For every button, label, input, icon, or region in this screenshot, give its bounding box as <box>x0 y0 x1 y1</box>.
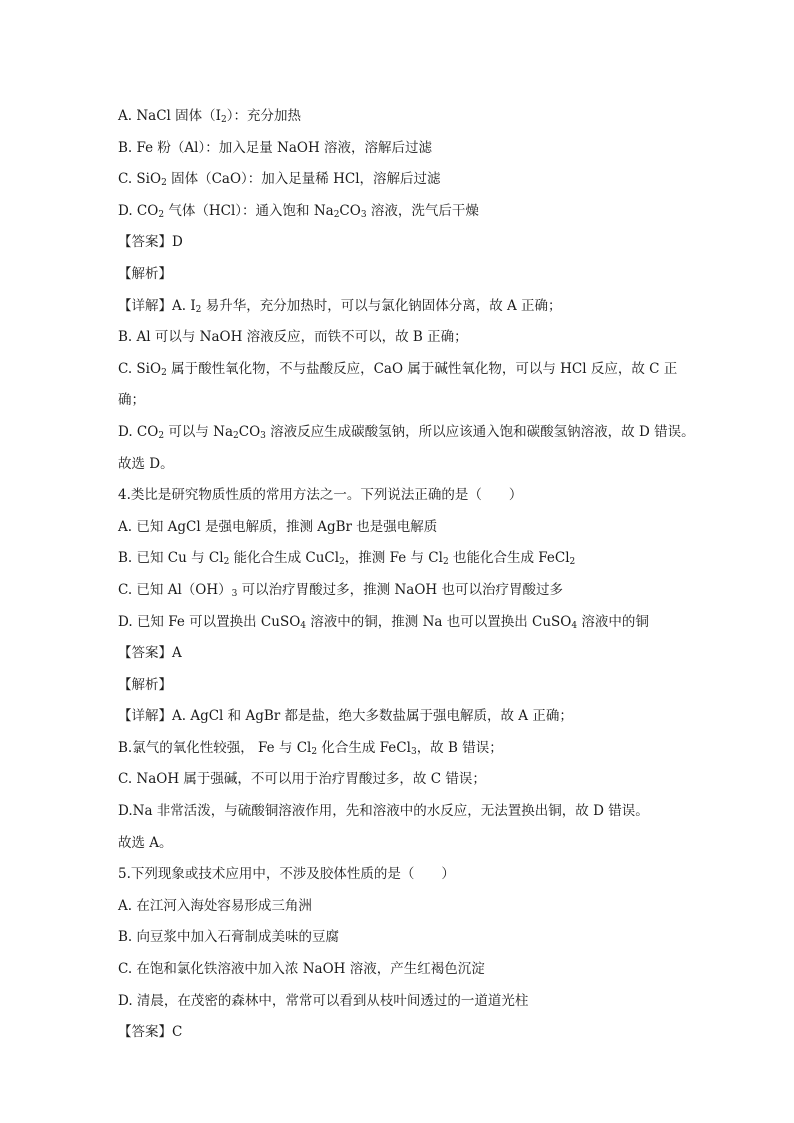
q4-option-c: C. 已知 $Al(OH)_3$ 可以治疗胃酸过多，推测 NaOH 也可以治疗胃酸过多 <box>118 581 563 599</box>
q3-detail-c: C. SiO$_2$ 属于酸性氧化物，不与盐酸反应，CaO 属于碱性氧化物，可以与 HCl 反应，故 C 正 <box>118 360 678 378</box>
q3-detail-a: 【详解】A. $I_2$ 易升华，充分加热时，可以与氯化钠固体分离，故 A 正确； <box>118 297 562 315</box>
q4-detail-a: 【详解】A. AgCl 和 AgBr 都是盐，绝大多数盐属于强电解质，故 A 正确； <box>118 708 573 725</box>
q3-analysis-label: 【解析】 <box>118 265 172 282</box>
q4-analysis-label: 【解析】 <box>118 676 172 693</box>
q3-option-b: B. Fe 粉（Al）：加入足量 NaOH 溶液，溶解后过滤 <box>118 139 433 156</box>
q4-detail-b: B.氯气的氧化性较强， Fe 与 $Cl_2$ 化合生成 FeCl$_3$，故 B 错误； <box>118 739 503 757</box>
q5-option-a: A. 在江河入海处容易形成三角洲 <box>118 897 312 914</box>
q4-stem: 4.类比是研究物质性质的常用方法之一。下列说法正确的是（ ） <box>118 487 523 504</box>
q4-conclusion: 故选 A。 <box>118 834 173 851</box>
q4-answer: 【答案】A <box>118 645 182 662</box>
q3-detail-b: B. Al 可以与 NaOH 溶液反应，而铁不可以，故 B 正确； <box>118 329 468 346</box>
q4-option-d: D. 已知 Fe 可以置换出 CuSO$_4$ 溶液中的铜，推测 Na 也可以置换出 CuSO$_4$ 溶液中的铜 <box>118 613 649 631</box>
q4-detail-c: C. NaOH 属于强碱，不可以用于治疗胃酸过多，故 C 错误； <box>118 771 486 788</box>
q4-option-b: B. 已知 Cu 与 $Cl_2$ 能化合生成 CuCl$_2$，推测 Fe 与 $Cl_2$ 也能化合生成 FeCl$_2$ <box>118 550 576 568</box>
q3-detail-c-cont: 确； <box>118 392 145 409</box>
q3-answer: 【答案】D <box>118 234 183 251</box>
q3-option-a: A. NaCl 固体$(I_2)$：充分加热 <box>118 108 301 125</box>
q5-option-d: D. 清晨，在茂密的森林中，常常可以看到从枝叶间透过的一道道光柱 <box>118 992 529 1009</box>
q4-option-a: A. 已知 AgCl 是强电解质，推测 AgBr 也是强电解质 <box>118 518 438 535</box>
q3-option-d: D. $CO_2$ 气体（HCl）：通入饱和 $Na_2CO_3$ 溶液，洗气后干燥 <box>118 202 479 220</box>
q5-answer: 【答案】C <box>118 1024 183 1041</box>
document-page <box>118 101 695 1049</box>
q3-conclusion: 故选 D。 <box>118 455 174 472</box>
q5-option-b: B. 向豆浆中加入石膏制成美味的豆腐 <box>118 929 340 946</box>
q5-option-c: C. 在饱和氯化铁溶液中加入浓 NaOH 溶液，产生红褐色沉淀 <box>118 961 485 978</box>
q3-detail-d: D. $CO_2$ 可以与 $Na_2CO_3$ 溶液反应生成碳酸氢钠，所以应该通入饱和碳酸氢钠溶液，故 D 错误。 <box>118 423 695 441</box>
q5-stem: 5.下列现象或技术应用中，不涉及胶体性质的是（ ） <box>118 866 455 883</box>
q4-detail-d: D.Na 非常活泼，与硫酸铜溶液作用，先和溶液中的水反应，无法置换出铜，故 D 错误。 <box>118 803 649 820</box>
q3-option-c: C. SiO$_2$ 固体（CaO）：加入足量稀 HCl，溶解后过滤 <box>118 171 441 189</box>
